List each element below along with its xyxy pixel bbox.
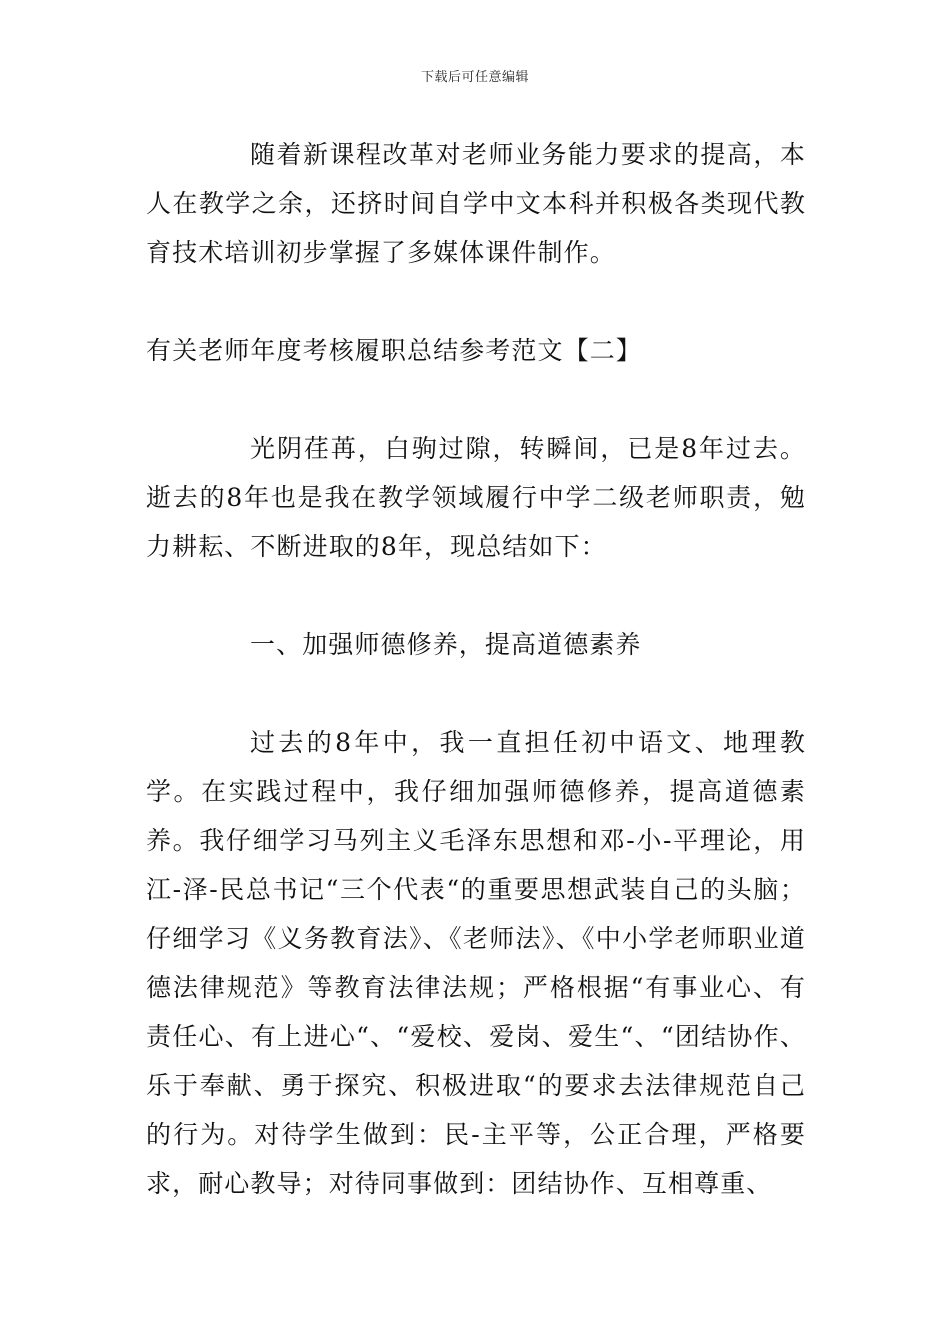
paragraph-intro: 随着新课程改革对老师业务能力要求的提高，本人在教学之余，还挤时间自学中文本科并积极各类现代教育技术培训初步掌握了多媒体课件制作。 [146,140,806,267]
paragraph-summary-intro: 光阴荏苒，白驹过隙，转瞬间，已是8年过去。逝去的8年也是我在教学领域履行中学二级老师职责，勉力耕耘、不断进取的8年，现总结如下： [146,434,806,561]
document-body [146,130,806,1208]
document-section-title: 有关老师年度考核履职总结参考范文【二】 [146,336,642,365]
section-heading-ethics: 一、加强师德修养，提高道德素养 [250,630,642,659]
header-note: 下载后可任意编辑 [420,70,529,85]
paragraph-ethics-body: 过去的8年中，我一直担任初中语文、地理教学。在实践过程中，我仔细加强师德修养，提高道德素养。我仔细学习马列主义毛泽东思想和邓-小-平理论，用江-泽-民总书记“三个代表“的重要思想武装自己的头脑；仔细学习《义务教育法》、《老师法》、《中小学老师职业道德法律规范》等教育法律法规；严格根据“有事业心、有责任心、有上进心“、“爱校、爱岗、爱生“、“团结协作、乐于奉献、勇于探究、积极进取“的要求去法律规范自己的行为。对待学生做到：民-主平等，公正合理，严格要求，耐心教导；对待同事做到：团结协作、互相尊重、 [146,728,806,1198]
